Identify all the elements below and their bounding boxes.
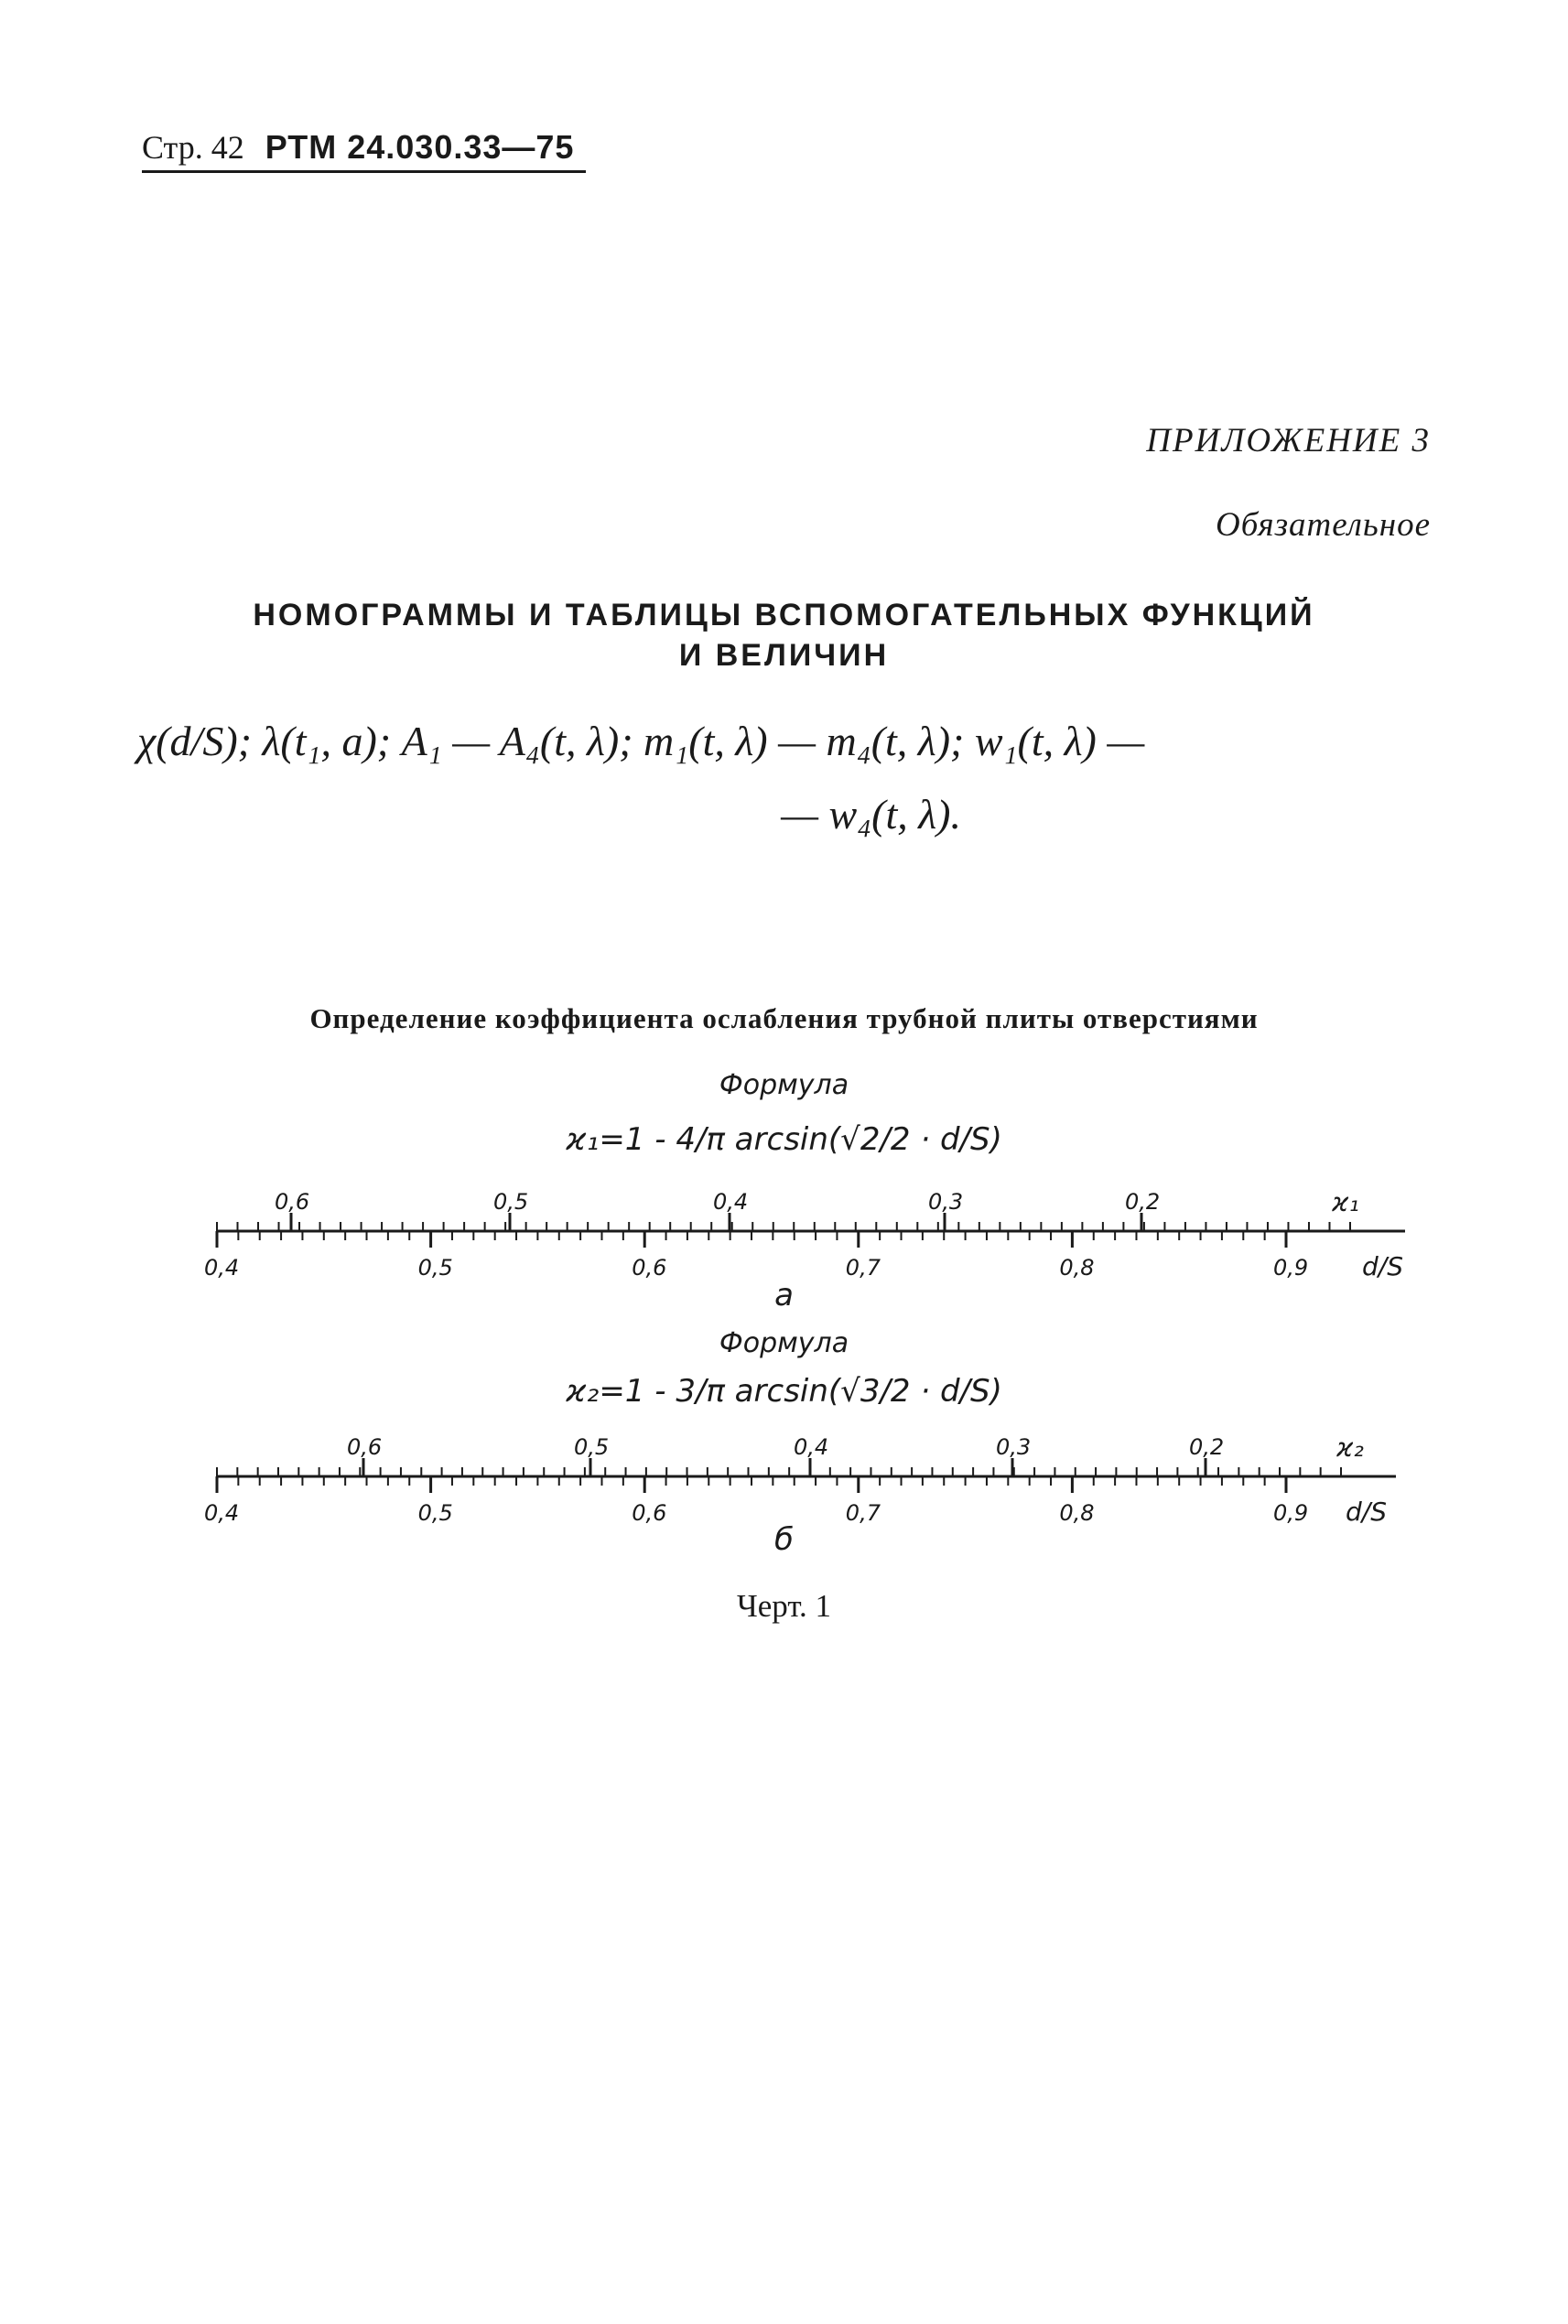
bottom-tick-label-a: 0,8 bbox=[1059, 1255, 1095, 1281]
top-tick-label-a: 0,2 bbox=[1125, 1189, 1161, 1215]
bottom-tick-label-b: 0,4 bbox=[204, 1500, 240, 1526]
appendix-status: Обязательное bbox=[1215, 506, 1431, 544]
bottom-tick-label-a: 0,7 bbox=[845, 1255, 881, 1281]
formula-label-b: Формула bbox=[719, 1327, 849, 1359]
formula-label-a: Формула bbox=[719, 1069, 849, 1101]
appendix-label: ПРИЛОЖЕНИЕ 3 bbox=[1146, 422, 1431, 459]
bottom-tick-label-a: 0,9 bbox=[1273, 1255, 1309, 1281]
top-tick-label-b: 0,6 bbox=[347, 1434, 383, 1460]
bottom-tick-label-b: 0,7 bbox=[845, 1500, 881, 1526]
top-tick-label-b: 0,2 bbox=[1189, 1434, 1225, 1460]
bottom-tick-label-b: 0,9 bbox=[1273, 1500, 1309, 1526]
bottom-axis-name-b: d/S bbox=[1346, 1497, 1387, 1527]
equation-b: ϰ₂=1 - 3/π arcsin(√3/2 · d/S) bbox=[566, 1373, 1002, 1410]
sublabel-b: б bbox=[774, 1521, 794, 1558]
top-axis-name-a: ϰ₁ bbox=[1332, 1187, 1359, 1217]
top-tick-label-b: 0,4 bbox=[794, 1434, 829, 1460]
bottom-tick-label-b: 0,6 bbox=[632, 1500, 667, 1526]
top-tick-label-a: 0,6 bbox=[275, 1189, 310, 1215]
bottom-tick-label-b: 0,8 bbox=[1059, 1500, 1095, 1526]
function-list-line-2: — w₄(t, λ). bbox=[781, 791, 961, 838]
function-list-line-1: χ(d/S); λ(t₁, a); A₁ — A₄(t, λ); m₁(t, λ) — m₄(t, λ); w₁(t, λ) — bbox=[137, 718, 1145, 764]
top-tick-label-a: 0,5 bbox=[493, 1189, 529, 1215]
top-tick-label-b: 0,3 bbox=[996, 1434, 1032, 1460]
sublabel-a: а bbox=[774, 1277, 794, 1313]
page-number: Стр. 42 bbox=[142, 129, 244, 166]
top-tick-label-b: 0,5 bbox=[574, 1434, 610, 1460]
top-axis-name-b: ϰ₂ bbox=[1336, 1432, 1364, 1463]
document-number: РТМ 24.030.33—75 bbox=[265, 128, 575, 166]
section-title-line-1: НОМОГРАММЫ И ТАБЛИЦЫ ВСПОМОГАТЕЛЬНЫХ ФУНКЦИЙ bbox=[253, 598, 1315, 632]
section-title-line-2: И ВЕЛИЧИН bbox=[678, 638, 890, 673]
equation-a: ϰ₁=1 - 4/π arcsin(√2/2 · d/S) bbox=[566, 1121, 1002, 1158]
bottom-tick-label-a: 0,6 bbox=[632, 1255, 667, 1281]
bottom-tick-label-a: 0,5 bbox=[417, 1255, 453, 1281]
top-tick-label-a: 0,3 bbox=[928, 1189, 964, 1215]
figure-title: Определение коэффициента ослабления трубной плиты отверстиями bbox=[309, 1002, 1259, 1034]
bottom-tick-label-b: 0,5 bbox=[417, 1500, 453, 1526]
bottom-tick-label-a: 0,4 bbox=[204, 1255, 240, 1281]
top-tick-label-a: 0,4 bbox=[713, 1189, 749, 1215]
bottom-axis-name-a: d/S bbox=[1362, 1251, 1403, 1281]
figure-caption: Черт. 1 bbox=[737, 1588, 831, 1624]
